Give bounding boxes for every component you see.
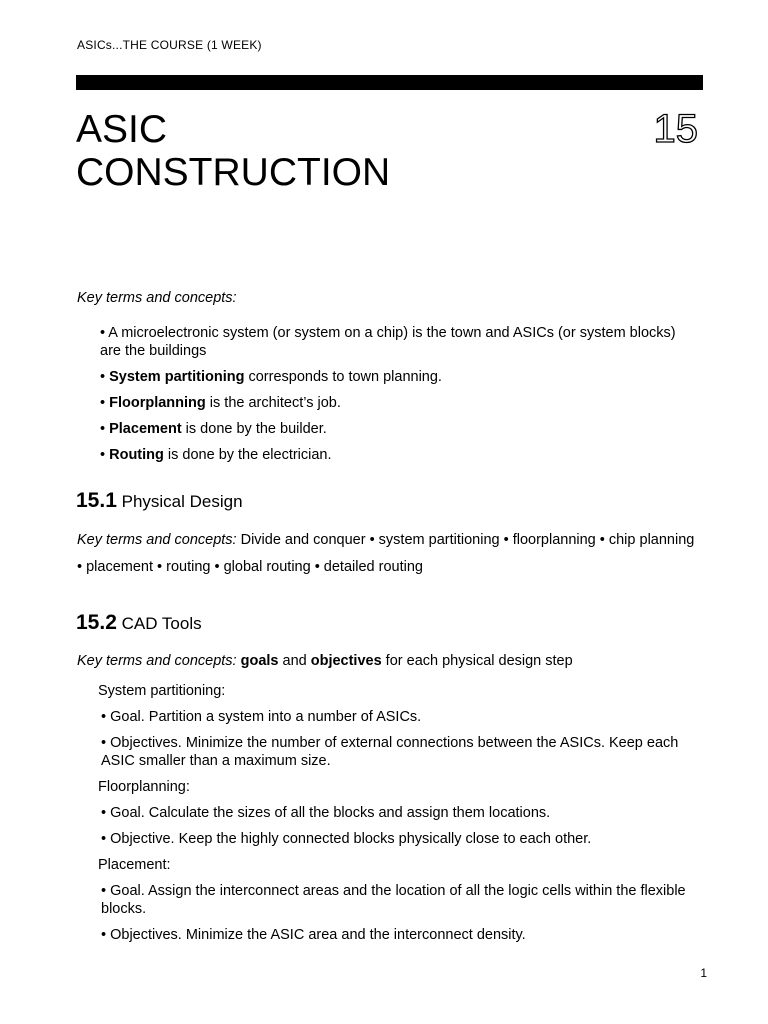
chapter-title-line1: ASIC: [76, 108, 168, 151]
section1-key-terms-line2: • placement • routing • global routing • detailed routing: [77, 559, 423, 575]
section2-key-terms: [77, 652, 717, 670]
term-goals: goals: [240, 653, 279, 669]
intro-bullet-text: is done by the electrician.: [163, 447, 332, 463]
section1-key-terms-text: Divide and conquer • system partitioning • floorplanning • chip planning: [236, 532, 695, 548]
chapter-title-line2: CONSTRUCTION: [76, 151, 391, 194]
intro-bullet-prefix: •: [100, 421, 110, 437]
intro-bullet: [100, 446, 690, 464]
intro-bullet-prefix: •: [100, 369, 110, 385]
intro-key-terms-label: Key terms and concepts:: [77, 290, 237, 306]
step-heading: System partitioning:: [98, 683, 226, 699]
intro-bullet: [100, 368, 690, 386]
section-number: 15.2: [76, 611, 117, 634]
chapter-number: 15: [653, 107, 698, 151]
step-heading: Floorplanning:: [98, 779, 190, 795]
section1-key-terms-label: Key terms and concepts:: [77, 532, 237, 548]
section-title: Physical Design: [121, 492, 243, 511]
step-item: • Goal. Partition a system into a number of ASICs.: [101, 709, 422, 725]
intro-bullet-prefix: •: [100, 447, 110, 463]
intro-bullet-prefix: •: [100, 395, 110, 411]
cad-steps-list: [98, 682, 710, 952]
section1-key-terms-line1: [77, 531, 717, 549]
intro-bullet: [100, 324, 690, 360]
step-heading: Placement:: [98, 857, 171, 873]
section-heading-physical-design: [76, 489, 243, 513]
intro-bullet-list: [100, 324, 690, 472]
step-item: • Goal. Calculate the sizes of all the blocks and assign them locations.: [101, 805, 551, 821]
section-title: CAD Tools: [121, 614, 202, 633]
intro-bullet-text: • A microelectronic system (or system on a chip) is the town and ASICs (or system blocks) are the buildings: [100, 325, 676, 359]
step-item: • Objectives. Minimize the number of external connections between the ASICs. Keep each ASIC smaller than a maximum size.: [101, 735, 679, 769]
step-item: • Objectives. Minimize the ASIC area and the interconnect density.: [101, 927, 526, 943]
section-number: 15.1: [76, 489, 117, 512]
intro-bullet-term: Placement: [109, 421, 182, 437]
step-item: • Objective. Keep the highly connected blocks physically close to each other.: [101, 831, 592, 847]
conjunction-text: and: [278, 653, 311, 669]
intro-bullet-term: Floorplanning: [109, 395, 206, 411]
section-heading-cad-tools: [76, 611, 202, 635]
page-number: 1: [700, 966, 707, 980]
intro-bullet-text: corresponds to town planning.: [244, 369, 442, 385]
chapter-title: [76, 108, 390, 194]
intro-bullet-term: Routing: [109, 447, 164, 463]
intro-bullet: [100, 420, 690, 438]
intro-bullet-text: is done by the builder.: [181, 421, 327, 437]
intro-bullet-text: is the architect’s job.: [205, 395, 341, 411]
section2-key-terms-rest: for each physical design step: [381, 653, 573, 669]
intro-bullet-term: System partitioning: [109, 369, 245, 385]
header-rule: [76, 75, 703, 90]
running-head: ASICs...THE COURSE (1 WEEK): [77, 38, 262, 52]
section2-key-terms-label: Key terms and concepts:: [77, 653, 237, 669]
step-item: • Goal. Assign the interconnect areas and the location of all the logic cells within the flexible blocks.: [101, 883, 686, 917]
term-objectives: objectives: [310, 653, 382, 669]
intro-bullet: [100, 394, 690, 412]
